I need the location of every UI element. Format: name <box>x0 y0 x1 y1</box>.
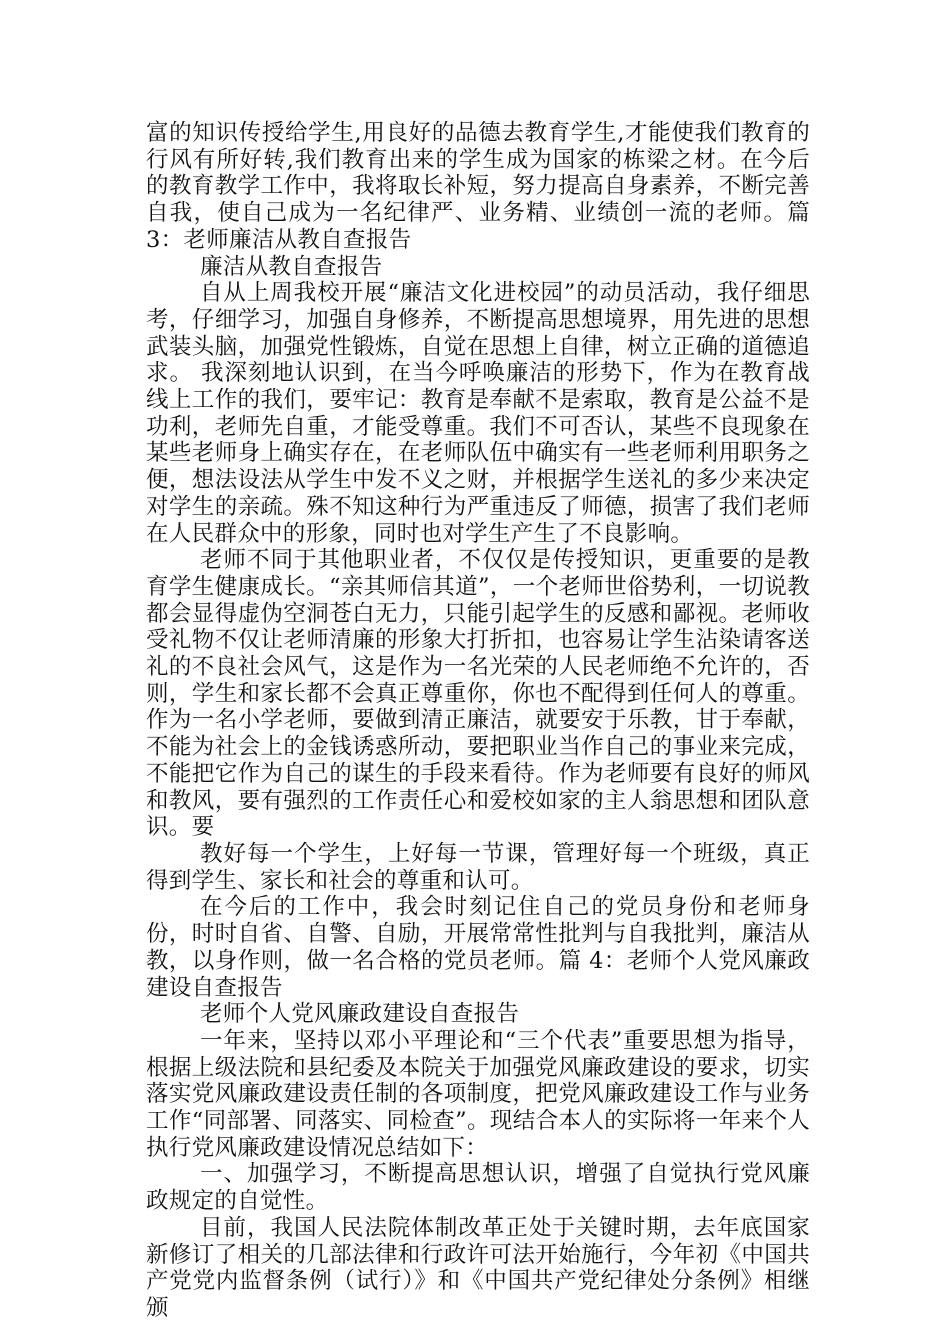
paragraph: 一、加强学习，不断提高思想认识，增强了自觉执行党风廉政规定的自觉性。 <box>146 1161 810 1215</box>
section-heading: 廉洁从教自查报告 <box>200 253 383 280</box>
document-page <box>146 120 810 1322</box>
paragraph: 老师不同于其他职业者，不仅仅是传授知识，更重要的是教育学生健康成长。“亲其师信其道”，一个老师世俗势利，一切说教都会显得虚伪空洞苍白无力，只能引起学生的反感和鄙视。老师收受礼物不仅让老师清廉的形象大打折扣，也容易让学生沾染请客送礼的不良社会风气，这是作为一名光荣的人民老师绝不允许的，否则，学生和家长都不会真正尊重你，你也不配得到任何人的尊重。作为一名小学老师，要做到清正廉洁，就要安于乐教，甘于奉献，不能为社会上的金钱诱惑所动，要把职业当作自己的事业来完成，不能把它作为自己的谋生的手段来看待。作为老师要有良好的师风和教风，要有强烈的工作责任心和爱校如家的主人翁思想和团队意识。要 <box>146 547 810 841</box>
paragraph: 富的知识传授给学生,用良好的品德去教育学生,才能使我们教育的行风有所好转,我们教育出来的学生成为国家的栋梁之材。在今后的教育教学工作中，我将取长补短，努力提高自身素养，不断完善自我，使自己成为一名纪律严、业务精、业绩创一流的老师。篇 3：老师廉洁从教自查报告 <box>146 120 810 253</box>
paragraph: 一年来，坚持以邓小平理论和“三个代表”重要思想为指导，根据上级法院和县纪委及本院关于加强党风廉政建设的要求，切实落实党风廉政建设责任制的各项制度，把党风廉政建设工作与业务工作“同部署、同落实、同检查”。现结合本人的实际将一年来个人执行党风廉政建设情况总结如下： <box>146 1027 810 1161</box>
paragraph: 教好每一个学生，上好每一节课，管理好每一个班级，真正得到学生、家长和社会的尊重和认可。 <box>146 840 810 894</box>
paragraph: 在今后的工作中，我会时刻记住自己的党员身份和老师身份，时时自省、自警、自励，开展常常性批判与自我批判，廉洁从教，以身作则，做一名合格的党员老师。篇 4：老师个人党风廉政建设自查报告 <box>146 894 810 1001</box>
section-heading: 老师个人党风廉政建设自查报告 <box>200 1001 520 1028</box>
paragraph: 目前，我国人民法院体制改革正处于关键时期，去年底国家新修订了相关的几部法律和行政许可法开始施行，今年初《中国共产党党内监督条例（试行）》和《中国共产党纪律处分条例》相继颁 <box>146 1214 810 1321</box>
paragraph: 自从上周我校开展“廉洁文化进校园”的动员活动，我仔细思考，仔细学习，加强自身修养，不断提高思想境界，用先进的思想武装头脑，加强党性锻炼，自觉在思想上自律，树立正确的道德追求。 我深刻地认识到，在当今呼唤廉洁的形势下，作为在教育战线上工作的我们，要牢记：教育是奉献不是索取，教育是公益不是功利，老师先自重，才能受尊重。我们不可否认，某些不良现象在某些老师身上确实存在，在老师队伍中确实有一些老师利用职务之便，想法设法从学生中发不义之财，并根据学生送礼的多少来决定对学生的亲疏。殊不知这种行为严重违反了师德，损害了我们老师在人民群众中的形象，同时也对学生产生了不良影响。 <box>146 280 810 547</box>
